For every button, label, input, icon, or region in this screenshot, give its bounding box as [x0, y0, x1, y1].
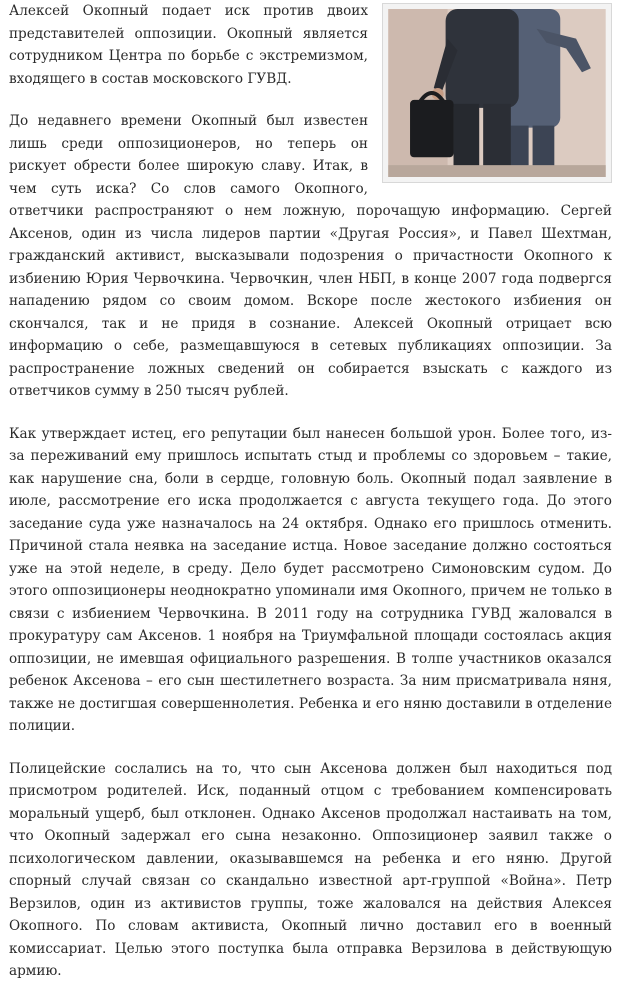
paragraph-3: Как утверждает истец, его репутации был нанесен большой урон. Более того, из-за переживаний ему пришлось испытать стыд и проблемы со здоровьем – такие, как нарушение сна, боли в сердце, головную боль. Окопный подал заявление в июле, рассмотрение его иска продолжается с августа текущего года. До этого заседание суда уже назначалось на 24 октября. Однако его пришлось отменить. Причиной стала неявка на заседание истца. Новое заседание должно состояться уже на этой неделе, в среду. Дело будет рассмотрено Симоновским судом. До этого оппозиционеры неоднократно упоминали имя Окопного, причем не только в связи с избиением Червочкина. В 2011 году на сотрудника ГУВД жаловался в прокуратуру сам Аксенов. 1 ноября на Триумфальной площади состоялась акция оппозиции, не имевшая официального разрешения. В толпе участников оказался ребенок Аксенова – его сын шестилетнего возраста. За ним присматривала няня, также не достигшая совершеннолетия. Ребенка и его няню доставили в отделение полиции.	[9, 425, 612, 734]
paragraph-4: Полицейские сослались на то, что сын Аксенова должен был находиться под присмотром родителей. Иск, поданный отцом с требованием компенсировать моральный ущерб, был отклонен. Однако Аксенов продолжал настаивать на том, что Окопный задержал его сына незаконно. Оппозиционер заявил также о психологическом давлении, оказывавшемся на ребенка и его няню. Другой спорный случай связан со скандально известной арт-группой «Война». Петр Верзилов, один из активистов группы, тоже жаловался на действия Алексея Окопного. По словам активиста, Окопный лично доставил его в военный комиссариат. Целью этого поступка была отправка Верзилова в действующую армию.	[9, 760, 612, 979]
article-photo	[382, 3, 612, 183]
photo-image-icon	[388, 9, 606, 177]
paragraph-1: Алексей Окопный подает иск против двоих представителей оппозиции. Окопный является сотрудником Центра по борьбе с экстремизмом, входящего в состав московского ГУВД.	[9, 3, 368, 87]
paragraph-2: До недавнего времени Окопный был известен лишь среди оппозиционеров, но теперь он рискует обрести более широкую славу. Итак, в чем суть иска? Со слов самого Окопного, ответчики распространяют о нем ложную, порочащую информацию. Сергей Аксенов, один из числа лидеров партии «Другая Россия», и Павел Шехтман, гражданский активист, высказывали подозрения о причастности Окопного к избиению Юрия Червочкина. Червочкин, член НБП, в конце 2007 года подвергся нападению рядом со своим домом. Вскоре после жестокого избиения он скончался, так и не придя в сознание. Алексей Окопный отрицает всю информацию о себе, размещавшуюся в сетевых публикациях оппозиции. За распространение ложных сведений он собирается взыскать с каждого из ответчиков сумму в 250 тысяч рублей.	[9, 113, 612, 399]
